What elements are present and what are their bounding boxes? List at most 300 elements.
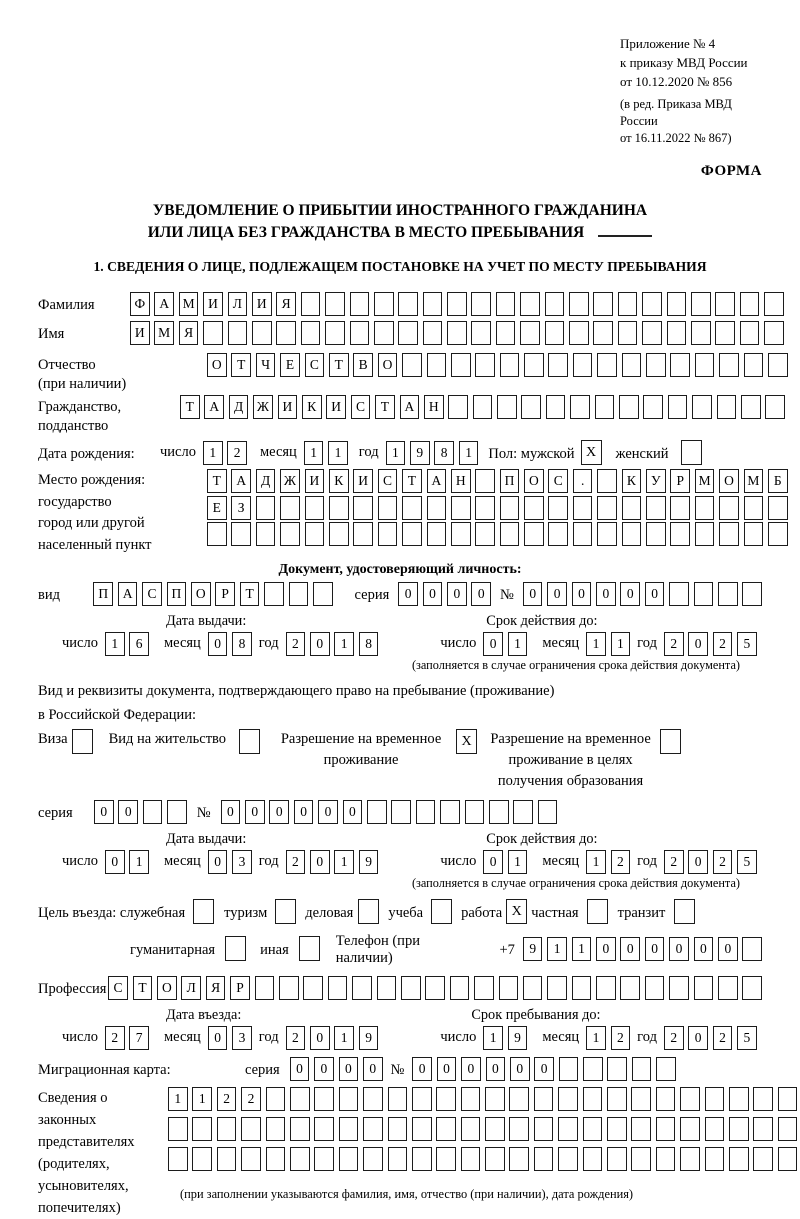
char-cell[interactable] xyxy=(607,1087,627,1111)
char-cell[interactable]: 0 xyxy=(294,800,314,824)
char-cell[interactable] xyxy=(266,1147,286,1171)
char-cell[interactable] xyxy=(412,1087,432,1111)
char-cell[interactable] xyxy=(718,976,738,1000)
char-cell[interactable]: 1 xyxy=(508,632,528,656)
char-cell[interactable] xyxy=(256,496,276,520)
char-cell[interactable]: 5 xyxy=(737,1026,757,1050)
char-cell[interactable] xyxy=(193,899,214,924)
char-cell[interactable]: 5 xyxy=(737,850,757,874)
char-cell[interactable] xyxy=(768,522,788,546)
char-cell[interactable] xyxy=(168,1117,188,1141)
char-cell[interactable] xyxy=(325,321,345,345)
char-cell[interactable] xyxy=(461,1147,481,1171)
char-cell[interactable] xyxy=(681,440,702,465)
char-cell[interactable] xyxy=(691,292,711,316)
char-cell[interactable] xyxy=(729,1087,749,1111)
char-cell[interactable] xyxy=(363,1147,383,1171)
char-cell[interactable]: 2 xyxy=(286,850,306,874)
char-cell[interactable]: 1 xyxy=(611,632,631,656)
char-cell[interactable] xyxy=(436,1087,456,1111)
char-cell[interactable]: 0 xyxy=(398,582,418,606)
char-cell[interactable] xyxy=(778,1117,798,1141)
char-cell[interactable]: 0 xyxy=(620,582,640,606)
char-cell[interactable] xyxy=(436,1147,456,1171)
char-cell[interactable]: 2 xyxy=(664,632,684,656)
char-cell[interactable] xyxy=(363,1117,383,1141)
char-cell[interactable] xyxy=(534,1117,554,1141)
char-cell[interactable]: О xyxy=(157,976,177,1000)
char-cell[interactable]: С xyxy=(548,469,568,493)
char-cell[interactable] xyxy=(583,1147,603,1171)
char-cell[interactable] xyxy=(436,1117,456,1141)
char-cell[interactable] xyxy=(509,1147,529,1171)
char-cell[interactable]: С xyxy=(351,395,371,419)
char-cell[interactable] xyxy=(520,321,540,345)
char-cell[interactable] xyxy=(450,976,470,1000)
char-cell[interactable] xyxy=(485,1117,505,1141)
char-cell[interactable]: Т xyxy=(375,395,395,419)
char-cell[interactable]: Ф xyxy=(130,292,150,316)
char-cell[interactable] xyxy=(168,1147,188,1171)
char-cell[interactable]: 0 xyxy=(694,937,714,961)
char-cell[interactable]: 0 xyxy=(310,1026,330,1050)
char-cell[interactable] xyxy=(622,496,642,520)
char-cell[interactable]: 0 xyxy=(547,582,567,606)
char-cell[interactable] xyxy=(280,522,300,546)
char-cell[interactable] xyxy=(388,1087,408,1111)
char-cell[interactable] xyxy=(398,292,418,316)
char-cell[interactable] xyxy=(674,899,695,924)
char-cell[interactable] xyxy=(339,1147,359,1171)
char-cell[interactable]: 0 xyxy=(314,1057,334,1081)
char-cell[interactable] xyxy=(631,1117,651,1141)
char-cell[interactable]: 1 xyxy=(572,937,592,961)
char-cell[interactable]: И xyxy=(130,321,150,345)
char-cell[interactable] xyxy=(363,1087,383,1111)
char-cell[interactable]: А xyxy=(400,395,420,419)
char-cell[interactable] xyxy=(489,800,509,824)
char-cell[interactable]: И xyxy=(203,292,223,316)
char-cell[interactable] xyxy=(509,1117,529,1141)
char-cell[interactable]: 0 xyxy=(94,800,114,824)
char-cell[interactable] xyxy=(646,522,666,546)
char-cell[interactable] xyxy=(423,292,443,316)
char-cell[interactable] xyxy=(597,469,617,493)
char-cell[interactable] xyxy=(719,353,739,377)
char-cell[interactable]: 0 xyxy=(645,582,665,606)
char-cell[interactable]: 0 xyxy=(620,937,640,961)
char-cell[interactable]: Л xyxy=(181,976,201,1000)
char-cell[interactable] xyxy=(572,976,592,1000)
char-cell[interactable]: Т xyxy=(402,469,422,493)
char-cell[interactable]: И xyxy=(305,469,325,493)
char-cell[interactable] xyxy=(523,976,543,1000)
char-cell[interactable]: 0 xyxy=(447,582,467,606)
char-cell[interactable]: 0 xyxy=(105,850,125,874)
char-cell[interactable] xyxy=(289,582,309,606)
char-cell[interactable]: 1 xyxy=(129,850,149,874)
char-cell[interactable] xyxy=(314,1117,334,1141)
char-cell[interactable] xyxy=(303,976,323,1000)
char-cell[interactable]: 2 xyxy=(611,1026,631,1050)
char-cell[interactable]: 0 xyxy=(688,850,708,874)
char-cell[interactable]: 2 xyxy=(227,441,247,465)
char-cell[interactable] xyxy=(768,496,788,520)
char-cell[interactable]: 9 xyxy=(359,850,379,874)
char-cell[interactable] xyxy=(744,522,764,546)
char-cell[interactable] xyxy=(583,1057,603,1081)
char-cell[interactable] xyxy=(499,976,519,1000)
char-cell[interactable] xyxy=(500,522,520,546)
char-cell[interactable]: 2 xyxy=(713,1026,733,1050)
char-cell[interactable]: Е xyxy=(280,353,300,377)
char-cell[interactable]: Д xyxy=(229,395,249,419)
char-cell[interactable] xyxy=(593,321,613,345)
char-cell[interactable] xyxy=(497,395,517,419)
char-cell[interactable] xyxy=(680,1117,700,1141)
char-cell[interactable]: А xyxy=(231,469,251,493)
char-cell[interactable] xyxy=(715,321,735,345)
char-cell[interactable]: М xyxy=(695,469,715,493)
char-cell[interactable]: 9 xyxy=(508,1026,528,1050)
char-cell[interactable] xyxy=(143,800,163,824)
char-cell[interactable] xyxy=(667,321,687,345)
char-cell[interactable] xyxy=(622,353,642,377)
char-cell[interactable]: Т xyxy=(133,976,153,1000)
char-cell[interactable]: О xyxy=(191,582,211,606)
char-cell[interactable] xyxy=(573,496,593,520)
char-cell[interactable] xyxy=(740,292,760,316)
char-cell[interactable] xyxy=(668,395,688,419)
char-cell[interactable]: 0 xyxy=(339,1057,359,1081)
char-cell[interactable]: 0 xyxy=(208,632,228,656)
char-cell[interactable] xyxy=(778,1087,798,1111)
char-cell[interactable] xyxy=(299,936,320,961)
char-cell[interactable] xyxy=(398,321,418,345)
char-cell[interactable] xyxy=(447,292,467,316)
char-cell[interactable] xyxy=(448,395,468,419)
char-cell[interactable] xyxy=(534,1147,554,1171)
char-cell[interactable]: Б xyxy=(768,469,788,493)
char-cell[interactable] xyxy=(559,1057,579,1081)
char-cell[interactable]: 0 xyxy=(510,1057,530,1081)
char-cell[interactable]: 0 xyxy=(688,632,708,656)
char-cell[interactable]: 0 xyxy=(269,800,289,824)
char-cell[interactable] xyxy=(618,321,638,345)
char-cell[interactable]: 1 xyxy=(547,937,567,961)
char-cell[interactable] xyxy=(207,522,227,546)
char-cell[interactable] xyxy=(203,321,223,345)
char-cell[interactable]: 0 xyxy=(221,800,241,824)
char-cell[interactable] xyxy=(475,469,495,493)
char-cell[interactable] xyxy=(192,1147,212,1171)
char-cell[interactable] xyxy=(765,395,785,419)
char-cell[interactable] xyxy=(705,1087,725,1111)
char-cell[interactable]: 1 xyxy=(386,441,406,465)
char-cell[interactable] xyxy=(485,1087,505,1111)
char-cell[interactable] xyxy=(367,800,387,824)
char-cell[interactable]: Ж xyxy=(280,469,300,493)
char-cell[interactable] xyxy=(524,353,544,377)
char-cell[interactable]: А xyxy=(427,469,447,493)
char-cell[interactable] xyxy=(374,292,394,316)
char-cell[interactable]: 0 xyxy=(688,1026,708,1050)
char-cell[interactable] xyxy=(524,496,544,520)
char-cell[interactable] xyxy=(680,1087,700,1111)
char-cell[interactable] xyxy=(388,1117,408,1141)
char-cell[interactable] xyxy=(473,395,493,419)
char-cell[interactable]: 2 xyxy=(217,1087,237,1111)
char-cell[interactable]: 0 xyxy=(471,582,491,606)
char-cell[interactable] xyxy=(570,395,590,419)
char-cell[interactable] xyxy=(280,496,300,520)
char-cell[interactable]: Н xyxy=(451,469,471,493)
char-cell[interactable]: У xyxy=(646,469,666,493)
char-cell[interactable] xyxy=(264,582,284,606)
char-cell[interactable] xyxy=(500,496,520,520)
char-cell[interactable] xyxy=(509,1087,529,1111)
char-cell[interactable] xyxy=(548,496,568,520)
char-cell[interactable]: Р xyxy=(215,582,235,606)
char-cell[interactable] xyxy=(587,899,608,924)
char-cell[interactable] xyxy=(431,899,452,924)
char-cell[interactable] xyxy=(350,292,370,316)
char-cell[interactable] xyxy=(266,1117,286,1141)
char-cell[interactable] xyxy=(352,976,372,1000)
char-cell[interactable] xyxy=(596,976,616,1000)
char-cell[interactable] xyxy=(167,800,187,824)
char-cell[interactable]: А xyxy=(204,395,224,419)
char-cell[interactable]: 1 xyxy=(105,632,125,656)
char-cell[interactable]: 3 xyxy=(232,1026,252,1050)
char-cell[interactable]: П xyxy=(500,469,520,493)
char-cell[interactable]: 0 xyxy=(118,800,138,824)
char-cell[interactable] xyxy=(350,321,370,345)
char-cell[interactable]: 0 xyxy=(483,850,503,874)
char-cell[interactable] xyxy=(290,1117,310,1141)
char-cell[interactable] xyxy=(378,522,398,546)
char-cell[interactable] xyxy=(461,1117,481,1141)
char-cell[interactable] xyxy=(642,292,662,316)
char-cell[interactable] xyxy=(339,1087,359,1111)
char-cell[interactable] xyxy=(290,1147,310,1171)
char-cell[interactable] xyxy=(669,582,689,606)
char-cell[interactable] xyxy=(597,353,617,377)
char-cell[interactable] xyxy=(607,1057,627,1081)
char-cell[interactable] xyxy=(715,292,735,316)
char-cell[interactable] xyxy=(545,321,565,345)
char-cell[interactable]: 1 xyxy=(304,441,324,465)
char-cell[interactable]: 0 xyxy=(523,582,543,606)
char-cell[interactable] xyxy=(241,1147,261,1171)
char-cell[interactable] xyxy=(764,321,784,345)
char-cell[interactable]: 0 xyxy=(343,800,363,824)
char-cell[interactable] xyxy=(558,1117,578,1141)
char-cell[interactable] xyxy=(217,1147,237,1171)
char-cell[interactable] xyxy=(402,496,422,520)
char-cell[interactable]: 0 xyxy=(486,1057,506,1081)
char-cell[interactable] xyxy=(694,976,714,1000)
char-cell[interactable] xyxy=(597,522,617,546)
char-cell[interactable] xyxy=(670,496,690,520)
char-cell[interactable]: О xyxy=(719,469,739,493)
char-cell[interactable] xyxy=(314,1147,334,1171)
char-cell[interactable]: Д xyxy=(256,469,276,493)
char-cell[interactable] xyxy=(378,496,398,520)
char-cell[interactable]: С xyxy=(378,469,398,493)
char-cell[interactable]: О xyxy=(524,469,544,493)
char-cell[interactable] xyxy=(558,1087,578,1111)
char-cell[interactable] xyxy=(374,321,394,345)
char-cell[interactable] xyxy=(305,496,325,520)
char-cell[interactable]: 0 xyxy=(645,937,665,961)
char-cell[interactable]: 5 xyxy=(737,632,757,656)
char-cell[interactable] xyxy=(231,522,251,546)
char-cell[interactable]: Т xyxy=(180,395,200,419)
char-cell[interactable]: Р xyxy=(670,469,690,493)
char-cell[interactable]: 1 xyxy=(192,1087,212,1111)
char-cell[interactable]: З xyxy=(231,496,251,520)
char-cell[interactable] xyxy=(451,496,471,520)
char-cell[interactable] xyxy=(642,321,662,345)
char-cell[interactable] xyxy=(622,522,642,546)
char-cell[interactable]: 0 xyxy=(669,937,689,961)
char-cell[interactable]: В xyxy=(353,353,373,377)
char-cell[interactable] xyxy=(705,1117,725,1141)
char-cell[interactable] xyxy=(573,522,593,546)
char-cell[interactable]: 0 xyxy=(423,582,443,606)
char-cell[interactable] xyxy=(534,1087,554,1111)
char-cell[interactable]: П xyxy=(167,582,187,606)
char-cell[interactable] xyxy=(607,1147,627,1171)
char-cell[interactable] xyxy=(485,1147,505,1171)
char-cell[interactable] xyxy=(680,1147,700,1171)
char-cell[interactable] xyxy=(427,496,447,520)
char-cell[interactable] xyxy=(545,292,565,316)
char-cell[interactable] xyxy=(548,353,568,377)
char-cell[interactable] xyxy=(558,1147,578,1171)
char-cell[interactable] xyxy=(314,1087,334,1111)
char-cell[interactable]: 0 xyxy=(208,850,228,874)
char-cell[interactable]: 8 xyxy=(434,441,454,465)
char-cell[interactable] xyxy=(252,321,272,345)
char-cell[interactable] xyxy=(764,292,784,316)
char-cell[interactable]: Я xyxy=(206,976,226,1000)
char-cell[interactable]: 0 xyxy=(483,632,503,656)
char-cell[interactable] xyxy=(500,353,520,377)
char-cell[interactable]: 2 xyxy=(664,850,684,874)
char-cell[interactable] xyxy=(377,976,397,1000)
char-cell[interactable]: 6 xyxy=(129,632,149,656)
char-cell[interactable] xyxy=(643,395,663,419)
char-cell[interactable]: . xyxy=(573,469,593,493)
char-cell[interactable]: С xyxy=(108,976,128,1000)
char-cell[interactable] xyxy=(670,522,690,546)
char-cell[interactable] xyxy=(451,353,471,377)
char-cell[interactable] xyxy=(583,1087,603,1111)
char-cell[interactable]: К xyxy=(622,469,642,493)
char-cell[interactable]: 9 xyxy=(523,937,543,961)
char-cell[interactable] xyxy=(402,353,422,377)
char-cell[interactable] xyxy=(228,321,248,345)
char-cell[interactable] xyxy=(768,353,788,377)
char-cell[interactable] xyxy=(401,976,421,1000)
char-cell[interactable] xyxy=(744,496,764,520)
char-cell[interactable]: 1 xyxy=(328,441,348,465)
char-cell[interactable] xyxy=(353,522,373,546)
char-cell[interactable] xyxy=(461,1087,481,1111)
char-cell[interactable] xyxy=(388,1147,408,1171)
char-cell[interactable]: 1 xyxy=(203,441,223,465)
char-cell[interactable] xyxy=(72,729,93,754)
char-cell[interactable] xyxy=(451,522,471,546)
char-cell[interactable] xyxy=(391,800,411,824)
char-cell[interactable] xyxy=(583,1117,603,1141)
char-cell[interactable]: Р xyxy=(230,976,250,1000)
char-cell[interactable] xyxy=(744,353,764,377)
char-cell[interactable]: Т xyxy=(329,353,349,377)
char-cell[interactable] xyxy=(717,395,737,419)
char-cell[interactable] xyxy=(412,1147,432,1171)
char-cell[interactable]: 0 xyxy=(208,1026,228,1050)
char-cell[interactable] xyxy=(695,353,715,377)
char-cell[interactable] xyxy=(513,800,533,824)
char-cell[interactable] xyxy=(656,1147,676,1171)
char-cell[interactable]: Ч xyxy=(256,353,276,377)
char-cell[interactable] xyxy=(646,353,666,377)
char-cell[interactable] xyxy=(753,1147,773,1171)
char-cell[interactable] xyxy=(691,321,711,345)
char-cell[interactable] xyxy=(521,395,541,419)
char-cell[interactable] xyxy=(719,496,739,520)
char-cell[interactable] xyxy=(742,976,762,1000)
char-cell[interactable]: 0 xyxy=(461,1057,481,1081)
char-cell[interactable] xyxy=(694,582,714,606)
char-cell[interactable] xyxy=(718,582,738,606)
char-cell[interactable]: 2 xyxy=(611,850,631,874)
char-cell[interactable]: С xyxy=(142,582,162,606)
char-cell[interactable]: М xyxy=(179,292,199,316)
char-cell[interactable]: Я xyxy=(179,321,199,345)
char-cell[interactable] xyxy=(729,1117,749,1141)
char-cell[interactable]: О xyxy=(378,353,398,377)
char-cell[interactable]: Т xyxy=(231,353,251,377)
char-cell[interactable]: Т xyxy=(207,469,227,493)
char-cell[interactable] xyxy=(475,496,495,520)
char-cell[interactable] xyxy=(496,292,516,316)
char-cell[interactable]: Е xyxy=(207,496,227,520)
char-cell[interactable] xyxy=(695,496,715,520)
char-cell[interactable]: 8 xyxy=(232,632,252,656)
char-cell[interactable] xyxy=(631,1147,651,1171)
char-cell[interactable]: Л xyxy=(228,292,248,316)
char-cell[interactable] xyxy=(412,1117,432,1141)
char-cell[interactable] xyxy=(705,1147,725,1171)
char-cell[interactable] xyxy=(447,321,467,345)
char-cell[interactable]: К xyxy=(302,395,322,419)
char-cell[interactable]: М xyxy=(744,469,764,493)
char-cell[interactable] xyxy=(329,496,349,520)
char-cell[interactable] xyxy=(595,395,615,419)
char-cell[interactable] xyxy=(225,936,246,961)
char-cell[interactable]: 2 xyxy=(286,1026,306,1050)
char-cell[interactable]: 0 xyxy=(245,800,265,824)
char-cell[interactable] xyxy=(353,496,373,520)
char-cell[interactable] xyxy=(569,292,589,316)
char-cell[interactable]: 2 xyxy=(286,632,306,656)
char-cell[interactable] xyxy=(358,899,379,924)
char-cell[interactable]: С xyxy=(305,353,325,377)
